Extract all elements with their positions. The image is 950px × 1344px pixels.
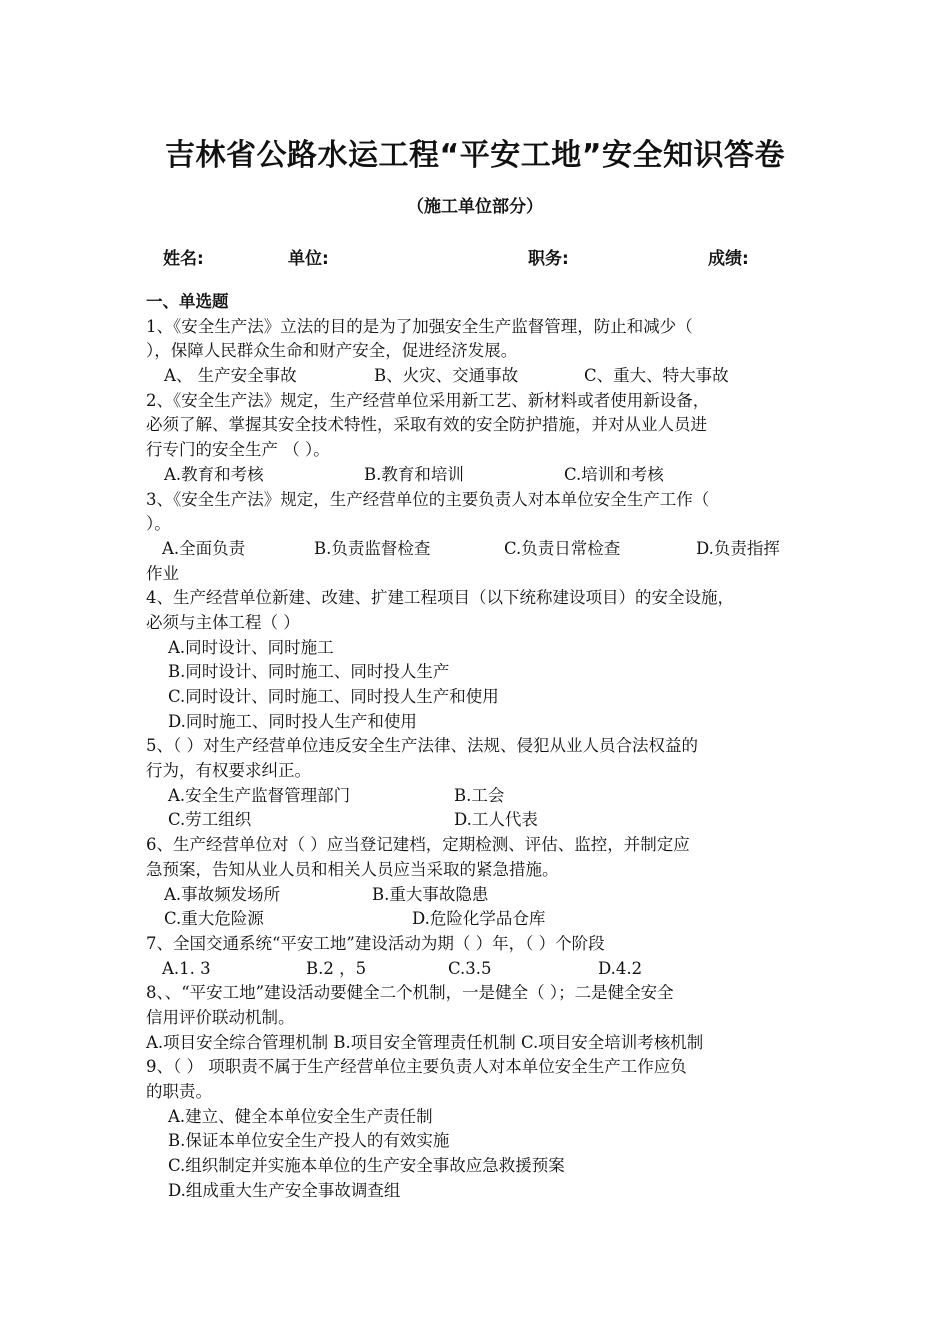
name-field-label: 姓名: (163, 249, 204, 269)
option-c: C.重大危险源 (164, 909, 264, 929)
option-row (146, 957, 816, 982)
question-8 (146, 981, 816, 1055)
question-text: 5、（ ）对生产经营单位违反安全生产法律、法规、侵犯从业人员合法权益的 (146, 736, 698, 756)
question-text: 的职责。 (146, 1082, 212, 1101)
page-subtitle: （施工单位部分） (407, 197, 543, 217)
option-row (146, 463, 816, 488)
option-a: A.全面负责 (162, 538, 246, 558)
section-heading: 一、单选题 (146, 292, 229, 311)
option-b: B.教育和培训 (364, 464, 464, 484)
option-b: B.保证本单位安全生产投人的有效实施 (168, 1131, 450, 1151)
option-a: A.1. 3 (162, 958, 211, 978)
question-text: 信用评价联动机制。 (146, 1007, 295, 1027)
question-text: 作业 (146, 563, 179, 583)
question-text: 必须与主体工程（ ） (146, 612, 300, 632)
question-text: 9、（ ） 项职责不属于生产经营单位主要负责人对本单位安全生产工作应负 (146, 1057, 687, 1077)
option-row (146, 537, 816, 562)
option-row: A.项目安全综合管理机制 B.项目安全管理责任机制 C.项目安全培训考核机制 (146, 1032, 704, 1052)
unit-field-label: 单位: (288, 249, 329, 269)
option-d: D.负责指挥 (696, 538, 780, 558)
question-text: 3、《安全生产法》规定，生产经营单位的主要负责人对本单位安全生产工作（ (146, 489, 710, 509)
question-text: 急预案，告知从业人员和相关人员应当采取的紧急措施。 (146, 859, 559, 879)
question-text: 行为，有权要求纠正。 (146, 761, 311, 781)
option-c: C.3.5 (448, 958, 492, 978)
option-b: B.重大事故隐患 (372, 884, 489, 904)
option-a: A.同时设计、同时施工 (168, 637, 334, 657)
option-b: B.同时设计、同时施工、同时投人生产 (168, 662, 450, 682)
option-c: C.同时设计、同时施工、同时投人生产和使用 (168, 687, 499, 706)
question-3 (146, 488, 816, 587)
position-field-label: 职务: (528, 249, 569, 269)
question-text: ）。 (146, 514, 171, 534)
option-a: A.建立、健全本单位安全生产责任制 (168, 1106, 433, 1126)
option-a: A.事故频发场所 (164, 884, 281, 904)
question-text: 4、生产经营单位新建、改建、扩建工程项目（以下统称建设项目）的安全设施， (146, 588, 734, 608)
option-c: C.劳工组织 (168, 810, 252, 830)
question-7 (146, 932, 816, 981)
option-d: D.组成重大生产安全事故调查组 (168, 1180, 401, 1200)
question-1 (146, 315, 816, 389)
page-title: 吉林省公路水运工程“平安工地”安全知识答卷 (165, 138, 785, 173)
option-b: B.工会 (454, 785, 505, 805)
option-a: A.安全生产监督管理部门 (168, 785, 351, 805)
question-text: 8、、“平安工地”建设活动要健全二个机制，一是健全（ ）；二是健全安全 (146, 983, 674, 1003)
option-a: A、 生产安全事故 (164, 366, 297, 386)
option-d: D.4.2 (598, 958, 643, 978)
option-d: D.同时施工、同时投人生产和使用 (168, 711, 417, 731)
option-row (146, 907, 816, 932)
question-text: 行专门的安全生产 （ ）。 (146, 440, 330, 460)
option-row (146, 784, 816, 809)
option-d: D.危险化学品仓库 (412, 909, 546, 929)
option-c: C.组织制定并实施本单位的生产安全事故应急救援预案 (168, 1156, 565, 1176)
question-text: ），保障人民群众生命和财产安全，促进经济发展。 (146, 341, 518, 361)
question-5 (146, 734, 816, 833)
question-text: 必须了解、掌握其安全技术特性，采取有效的安全防护措施，并对从业人员进 (146, 415, 707, 435)
info-fields (0, 244, 950, 268)
question-2 (146, 389, 816, 488)
option-c: C.培训和考核 (564, 464, 664, 484)
option-a: A.教育和考核 (164, 464, 264, 484)
option-b: B、火灾、交通事故 (374, 366, 519, 386)
question-text: 2、《安全生产法》规定，生产经营单位采用新工艺、新材料或者使用新设备， (146, 390, 710, 410)
question-list (146, 290, 816, 1203)
option-row (146, 883, 816, 908)
question-text: 1、《安全生产法》立法的目的是为了加强安全生产监督管理，防止和减少（ (146, 316, 693, 336)
option-row (146, 364, 816, 389)
question-4 (146, 586, 816, 734)
question-9 (146, 1055, 816, 1203)
option-b: B.2 ，5 (306, 958, 367, 978)
option-row (146, 808, 816, 833)
question-6 (146, 833, 816, 932)
question-text: 6、生产经营单位对（ ）应当登记建档，定期检测、评估、监控，并制定应 (146, 835, 690, 855)
option-c: C、重大、特大事故 (584, 366, 729, 386)
question-text: 7、全国交通系统“平安工地”建设活动为期（ ）年，（ ）个阶段 (146, 933, 605, 953)
option-d: D.工人代表 (454, 810, 538, 830)
option-b: B.负责监督检查 (314, 538, 431, 558)
score-field-label: 成绩: (708, 249, 749, 269)
option-c: C.负责日常检查 (504, 538, 621, 558)
